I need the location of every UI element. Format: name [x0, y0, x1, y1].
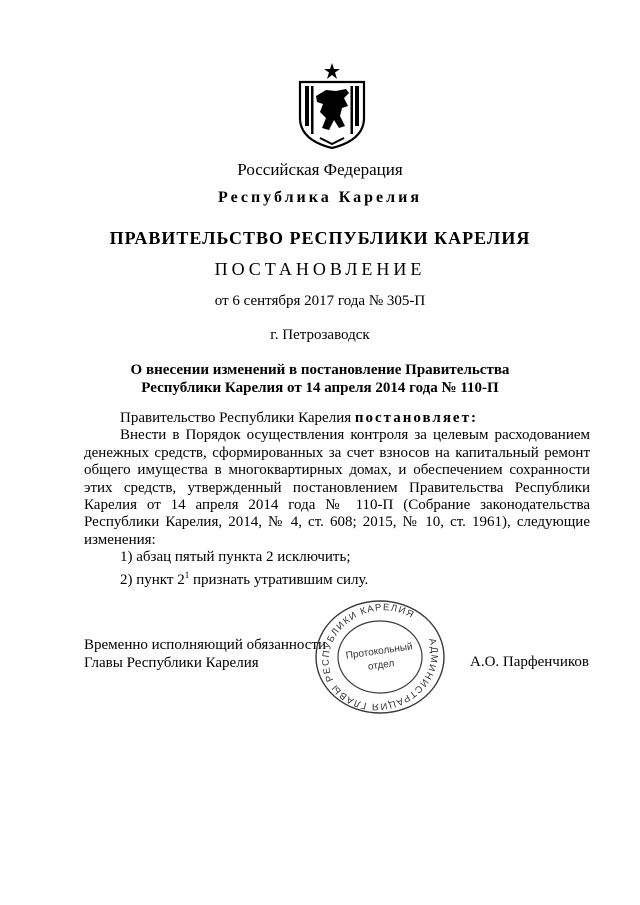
item-2-superscript: 1	[184, 569, 190, 580]
date-number-line: от 6 сентября 2017 года № 305-П	[214, 293, 426, 309]
item-1: 1) абзац пятый пункта 2 исключить;	[120, 549, 351, 566]
item-2-suffix: признать утратившим силу.	[189, 571, 369, 588]
intro-paragraph	[84, 410, 590, 427]
stamp-center-line-2: отдел	[367, 658, 396, 673]
stamp-center-line-1: Протокольный	[345, 641, 414, 662]
signatory-name: А.О. Парфенчиков	[470, 654, 589, 670]
position-line-2: Главы Республики Карелия	[84, 655, 259, 671]
government-name: ПРАВИТЕЛЬСТВО РЕСПУБЛИКИ КАРЕЛИЯ	[109, 228, 531, 248]
main-paragraph: Внести в Порядок осуществления контроля за целевым расходованием денежных средств, сформированных за счет взносов на капитальный ремонт общего имущества в многоквартирных домах, и обеспечением сохранности этих средств, утвержденный постановлением Правительства Республики Карелия от 14 апреля 2014 года № 110-П (Собрание законодательства Республики Карелия, 2014, № 4, ст. 608; 2015, № 10, ст. 1961), следующие изменения:	[84, 427, 590, 548]
stamp-ring-text: АДМИНИСТРАЦИЯ ГЛАВЫ РЕСПУБЛИКИ КАРЕЛИЯ	[320, 602, 440, 712]
title-line-2: Республики Карелия от 14 апреля 2014 года № 110-П	[141, 380, 499, 396]
official-stamp	[312, 598, 448, 716]
item-2	[84, 567, 590, 589]
document-body	[84, 410, 590, 589]
signatory-position	[84, 636, 326, 672]
resolves-word: постановляет:	[354, 410, 478, 426]
title-line-1: О внесении изменений в постановление Правительства	[130, 362, 510, 378]
intro-text: Правительство Республики Карелия	[120, 410, 355, 426]
city-line: г. Петрозаводск	[270, 327, 370, 343]
country-name: Российская Федерация	[237, 160, 403, 179]
svg-text:АДМИНИСТРАЦИЯ ГЛАВЫ РЕСПУБЛИКИ	[312, 598, 448, 716]
position-line-1: Временно исполняющий обязанности	[84, 637, 327, 653]
republic-name: Республика Карелия	[218, 189, 422, 206]
coat-of-arms-icon	[296, 62, 368, 150]
document-type: ПОСТАНОВЛЕНИЕ	[214, 259, 426, 279]
item-2-prefix: 2) пункт 2	[120, 571, 185, 588]
document-title	[0, 361, 640, 397]
